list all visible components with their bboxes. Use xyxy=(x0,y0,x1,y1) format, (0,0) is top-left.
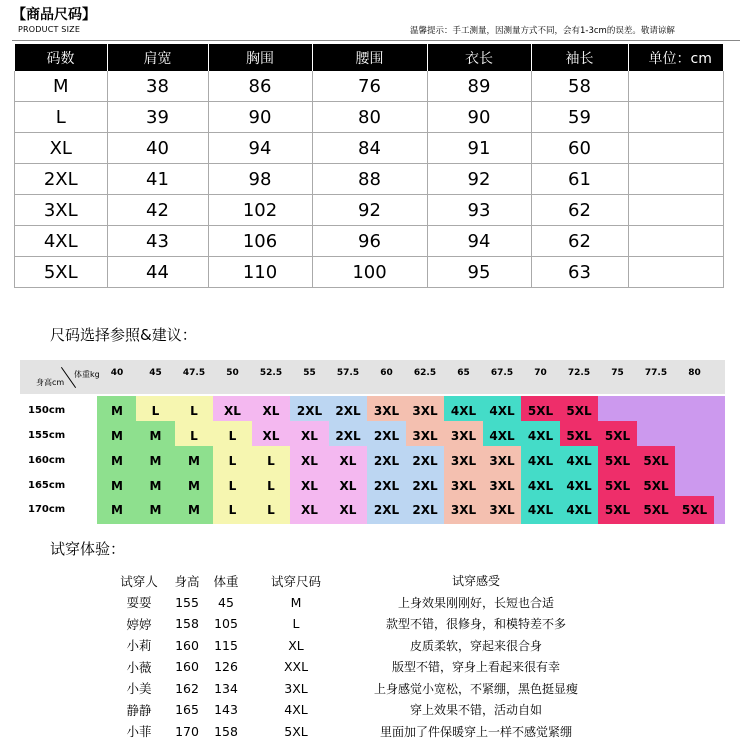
corner-weight-label: 体重kg xyxy=(74,370,100,379)
size-guide-cell: M xyxy=(111,503,123,517)
try-on-cell: XL xyxy=(288,637,304,653)
size-cell: 62 xyxy=(531,195,628,226)
col-waist: 腰围 xyxy=(312,44,427,71)
size-guide-cell: 3XL xyxy=(412,429,438,443)
size-guide-cell: XL xyxy=(339,454,357,468)
size-row xyxy=(15,102,724,133)
size-guide-cell: L xyxy=(267,454,275,468)
try-on-cell: 婷婷 xyxy=(126,616,152,632)
weight-label: 40 xyxy=(110,368,124,378)
size-guide-cell: 2XL xyxy=(335,429,361,443)
height-label: 160cm xyxy=(28,455,66,466)
size-cell: 95 xyxy=(427,257,531,288)
height-label: 155cm xyxy=(28,430,66,441)
size-guide-cell: XL xyxy=(224,404,241,418)
try-on-title: 试穿体验： xyxy=(50,540,126,558)
size-guide-cell: 3XL xyxy=(412,404,438,418)
col-height: 身高 xyxy=(174,573,200,589)
size-guide-cell: M xyxy=(111,404,123,418)
weight-label: 72.5 xyxy=(567,368,591,378)
try-on-row xyxy=(110,678,606,700)
size-guide-cell: XL xyxy=(262,429,280,443)
size-table-body xyxy=(15,71,724,288)
size-cell: 90 xyxy=(427,102,531,133)
try-on-cell: 小美 xyxy=(126,681,152,697)
try-on-cell: 3XL xyxy=(284,680,308,696)
size-cell: 84 xyxy=(312,133,427,164)
size-cell: 5XL xyxy=(15,257,108,288)
height-label: 150cm xyxy=(28,405,66,416)
size-guide-cell: XL xyxy=(301,503,318,517)
try-on-cell: 小薇 xyxy=(126,659,152,675)
size-row xyxy=(15,226,724,257)
size-guide-cell: XL xyxy=(301,479,318,493)
size-cell: 39 xyxy=(107,102,208,133)
size-cell: 92 xyxy=(312,195,427,226)
try-on-cell: 105 xyxy=(214,616,238,632)
size-row xyxy=(15,71,724,102)
size-guide-cell: L xyxy=(190,404,198,418)
size-guide-cell: XL xyxy=(301,429,318,443)
size-cell: 102 xyxy=(208,195,312,226)
size-cell: 93 xyxy=(427,195,531,226)
size-guide-cell: XL xyxy=(301,454,318,468)
size-guide-cell: 4XL xyxy=(566,454,592,468)
try-on-cell: 小莉 xyxy=(126,638,152,654)
size-guide-cell: L xyxy=(228,454,237,468)
size-guide-cell: 4XL xyxy=(489,429,515,443)
size-guide-cell: 4XL xyxy=(527,454,554,468)
size-guide-cell: 5XL xyxy=(643,503,669,517)
size-cell: 60 xyxy=(531,133,628,164)
try-on-cell: 5XL xyxy=(284,723,308,739)
size-guide-cell: 2XL xyxy=(412,454,438,468)
size-guide-cell: 2XL xyxy=(373,454,400,468)
try-on-cell: 版型不错，穿身上看起来很有幸 xyxy=(391,660,560,675)
size-cell: XL xyxy=(15,133,108,164)
size-cell: 100 xyxy=(312,257,427,288)
size-row xyxy=(15,133,724,164)
size-guide-cell: 4XL xyxy=(566,503,592,517)
weight-label: 57.5 xyxy=(336,368,360,378)
col-sleeve: 袖长 xyxy=(531,44,628,71)
size-guide-cell: 5XL xyxy=(604,429,631,443)
size-cell: 4XL xyxy=(15,226,108,257)
size-guide-chart xyxy=(20,360,730,525)
size-guide-cell: 3XL xyxy=(489,503,515,517)
try-on-cell: 款型不错，很修身，和模特差不多 xyxy=(385,617,566,632)
weight-label: 60 xyxy=(380,368,393,378)
size-guide-cell: 2XL xyxy=(412,503,438,517)
size-row xyxy=(15,164,724,195)
try-on-cell: 126 xyxy=(214,659,238,675)
corner-height-label: 身高cm xyxy=(36,378,65,387)
try-on-cell: 45 xyxy=(218,594,234,610)
size-cell: M xyxy=(15,71,108,102)
size-cell: 59 xyxy=(531,102,628,133)
col-shoulder: 肩宽 xyxy=(107,44,208,71)
weight-label: 77.5 xyxy=(644,368,668,378)
size-guide-cell: XL xyxy=(262,404,280,418)
size-cell: 86 xyxy=(208,71,312,102)
weight-label: 50 xyxy=(226,368,239,378)
size-cell: 44 xyxy=(107,257,208,288)
size-cell: 90 xyxy=(208,102,312,133)
size-guide-cell: 3XL xyxy=(489,454,515,468)
try-on-row xyxy=(110,635,606,657)
weight-label: 70 xyxy=(534,368,547,378)
size-cell: 80 xyxy=(312,102,427,133)
unit-blank-cell xyxy=(628,226,724,257)
size-guide-cell: 2XL xyxy=(296,404,323,418)
size-guide-cell: 5XL xyxy=(643,454,669,468)
size-guide-cell: 3XL xyxy=(373,404,400,418)
size-cell: 41 xyxy=(107,164,208,195)
try-on-row xyxy=(110,592,606,614)
unit-blank-cell xyxy=(628,257,724,288)
col-try-size: 试穿尺码 xyxy=(270,573,321,589)
size-guide-cell: 3XL xyxy=(450,503,477,517)
try-on-cell: 4XL xyxy=(284,702,308,718)
size-cell: 98 xyxy=(208,164,312,195)
size-guide-cell: 5XL xyxy=(604,503,631,517)
size-cell: 61 xyxy=(531,164,628,195)
size-guide-cell: 4XL xyxy=(450,404,477,418)
try-on-cell: 143 xyxy=(214,702,238,718)
try-on-cell: L xyxy=(292,616,300,632)
size-guide-cell: 5XL xyxy=(604,479,631,493)
size-guide-cell: M xyxy=(188,454,200,468)
try-on-cell: 小菲 xyxy=(126,724,152,740)
size-table-header xyxy=(15,44,724,71)
header-divider xyxy=(12,40,740,41)
try-on-cell: 里面加了件保暖穿上一样不感觉紧绷 xyxy=(379,724,572,739)
size-guide-cell: M xyxy=(111,429,123,443)
try-on-cell: 穿上效果不错，活动自如 xyxy=(409,703,542,718)
size-guide-cell: 4XL xyxy=(527,479,554,493)
size-guide-cell: 2XL xyxy=(373,503,400,517)
size-guide-cell: 5XL xyxy=(527,404,554,418)
try-on-cell: 158 xyxy=(175,616,199,632)
try-on-table xyxy=(110,570,606,742)
size-guide-cell: 3XL xyxy=(450,454,477,468)
size-guide-cell: M xyxy=(149,429,162,443)
size-cell: 43 xyxy=(107,226,208,257)
size-cell: 89 xyxy=(427,71,531,102)
size-cell: L xyxy=(15,102,108,133)
try-on-cell: 162 xyxy=(175,680,199,696)
size-guide-title: 尺码选择参照&建议： xyxy=(50,326,197,344)
size-guide-cell: XL xyxy=(339,503,357,517)
unit-blank-cell xyxy=(628,133,724,164)
size-cell: 62 xyxy=(531,226,628,257)
try-on-row xyxy=(110,721,606,743)
size-guide-cell: 4XL xyxy=(489,404,515,418)
size-table xyxy=(14,44,724,288)
size-guide-cell: 5XL xyxy=(604,454,631,468)
try-on-cell: 上身效果刚刚好，长短也合适 xyxy=(397,595,554,610)
weight-label: 52.5 xyxy=(259,368,283,378)
col-person: 试穿人 xyxy=(120,573,158,589)
size-guide-cell: 5XL xyxy=(643,479,669,493)
try-on-row xyxy=(110,656,606,678)
size-cell: 58 xyxy=(531,71,628,102)
size-cell: 92 xyxy=(427,164,531,195)
try-on-cell: XXL xyxy=(283,659,309,675)
size-guide-cell: M xyxy=(149,454,162,468)
size-cell: 110 xyxy=(208,257,312,288)
measurement-note: 温馨提示：手工测量，因测量方式不同，会有1-3cm的误差。敬请谅解 xyxy=(410,26,675,36)
size-guide-cell: M xyxy=(149,503,162,517)
unit-blank-cell xyxy=(628,102,724,133)
size-cell: 3XL xyxy=(15,195,108,226)
col-length: 衣长 xyxy=(427,44,531,71)
size-cell: 91 xyxy=(427,133,531,164)
try-on-cell: 上身感觉小宽松，不紧绷，黑色挺显瘦 xyxy=(373,681,578,696)
weight-label: 62.5 xyxy=(413,368,437,378)
page-subtitle: PRODUCT SIZE xyxy=(18,25,81,34)
size-cell: 88 xyxy=(312,164,427,195)
weight-label: 80 xyxy=(688,368,701,378)
size-guide-cell: L xyxy=(228,429,237,443)
try-on-cell: 静静 xyxy=(126,702,152,718)
page-title: 【商品尺码】 xyxy=(12,7,96,23)
weight-label: 45 xyxy=(149,368,162,378)
col-weight: 体重 xyxy=(213,573,239,589)
size-cell: 94 xyxy=(427,226,531,257)
size-guide-cell: 2XL xyxy=(373,429,400,443)
size-cell: 96 xyxy=(312,226,427,257)
height-label: 165cm xyxy=(28,480,66,491)
size-cell: 40 xyxy=(107,133,208,164)
weight-label: 75 xyxy=(611,368,624,378)
col-size: 码数 xyxy=(15,44,108,71)
size-guide-cell: 5XL xyxy=(566,429,592,443)
try-on-cell: M xyxy=(290,594,302,610)
size-guide-cell: M xyxy=(188,479,200,493)
size-row xyxy=(15,257,724,288)
weight-label: 47.5 xyxy=(182,368,206,378)
size-guide-cell: 5XL xyxy=(681,503,708,517)
size-guide-cell: 4XL xyxy=(527,503,554,517)
size-guide-cell: 4XL xyxy=(566,479,592,493)
size-cell: 42 xyxy=(107,195,208,226)
size-guide-cell: M xyxy=(111,454,123,468)
size-guide-cell: M xyxy=(188,503,200,517)
size-row xyxy=(15,195,724,226)
unit-blank-cell xyxy=(628,195,724,226)
size-cell: 63 xyxy=(531,257,628,288)
unit-blank-cell xyxy=(628,164,724,195)
try-on-cell: 170 xyxy=(175,723,199,739)
size-cell: 38 xyxy=(107,71,208,102)
try-on-cell: 165 xyxy=(175,702,199,718)
size-guide-cell: 3XL xyxy=(450,479,477,493)
try-on-row xyxy=(110,699,606,721)
size-guide-cell: L xyxy=(267,479,275,493)
size-guide-cell: 4XL xyxy=(527,429,554,443)
size-guide-cell: L xyxy=(267,503,275,517)
size-cell: 2XL xyxy=(15,164,108,195)
size-guide-cell: XL xyxy=(339,479,357,493)
try-on-cell: 耍耍 xyxy=(126,595,152,611)
size-cell: 106 xyxy=(208,226,312,257)
size-guide-cell: M xyxy=(149,479,162,493)
size-cell: 76 xyxy=(312,71,427,102)
size-guide-cell: L xyxy=(228,503,237,517)
weight-label: 65 xyxy=(457,368,470,378)
try-on-cell: 160 xyxy=(175,659,199,675)
try-on-body xyxy=(110,592,606,743)
col-feeling: 试穿感受 xyxy=(451,574,500,589)
weight-label: 55 xyxy=(303,368,316,378)
try-on-header xyxy=(110,570,606,592)
size-guide-cell: 3XL xyxy=(489,479,515,493)
size-guide-cell: L xyxy=(228,479,237,493)
size-guide-cell: 2XL xyxy=(335,404,361,418)
size-guide-cell: 2XL xyxy=(412,479,438,493)
try-on-cell: 115 xyxy=(214,637,238,653)
col-unit: 单位：cm xyxy=(628,44,724,71)
try-on-cell: 158 xyxy=(214,723,238,739)
try-on-row xyxy=(110,613,606,635)
size-guide-cell: 2XL xyxy=(373,479,400,493)
unit-blank-cell xyxy=(628,71,724,102)
size-guide-cell: 5XL xyxy=(566,404,592,418)
size-guide-cell: L xyxy=(190,429,198,443)
size-guide-cell: M xyxy=(111,479,123,493)
size-guide-cell: 3XL xyxy=(450,429,477,443)
try-on-cell: 160 xyxy=(175,637,199,653)
try-on-cell: 皮质柔软，穿起来很合身 xyxy=(409,638,542,653)
size-cell: 94 xyxy=(208,133,312,164)
col-chest: 胸围 xyxy=(208,44,312,71)
try-on-cell: 155 xyxy=(175,594,199,610)
size-guide-cell: L xyxy=(151,404,160,418)
try-on-cell: 134 xyxy=(214,680,238,696)
weight-label: 67.5 xyxy=(490,368,514,378)
height-label: 170cm xyxy=(28,504,66,515)
